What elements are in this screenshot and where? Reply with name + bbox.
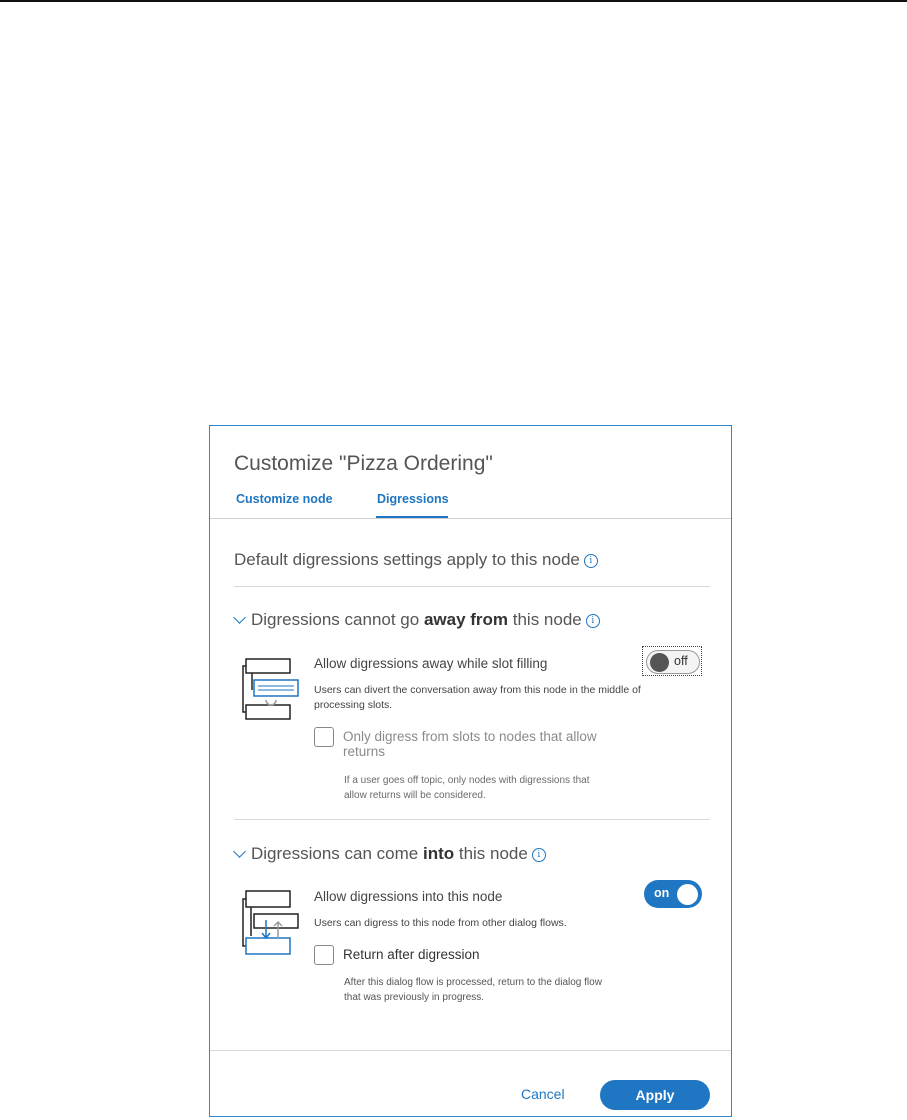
only-digress-to-returning-nodes-checkbox[interactable]	[314, 727, 334, 747]
tab-digressions[interactable]: Digressions	[377, 492, 449, 506]
only-digress-checkbox-label: Only digress from slots to nodes that allow returns	[343, 729, 597, 759]
chevron-down-icon	[233, 611, 246, 624]
top-border	[0, 0, 907, 2]
digress-away-icon	[240, 656, 302, 724]
info-icon[interactable]: i	[586, 614, 600, 628]
toggle-state-text: on	[654, 886, 670, 900]
digress-into-icon	[240, 888, 302, 958]
into-heading-prefix: Digressions can come	[251, 844, 423, 863]
away-heading-suffix: this node	[508, 610, 582, 629]
section-divider	[234, 586, 710, 587]
allow-digressions-into-description: Users can digress to this node from other dialog flows.	[314, 917, 567, 929]
footer-divider	[210, 1050, 731, 1051]
info-icon[interactable]: i	[584, 554, 598, 568]
away-section-header[interactable]	[232, 610, 600, 630]
dialog-title: Customize "Pizza Ordering"	[234, 452, 493, 475]
tab-customize-node[interactable]: Customize node	[236, 492, 333, 506]
section-divider	[234, 819, 710, 820]
chevron-down-icon	[233, 845, 246, 858]
allow-digressions-away-description: Users can divert the conversation away from this node in the middle of processing slots.	[314, 684, 641, 711]
apply-button[interactable]: Apply	[600, 1080, 710, 1110]
toggle-knob	[677, 884, 698, 905]
default-settings-text: Default digressions settings apply to this node	[234, 550, 580, 569]
into-heading-suffix: this node	[454, 844, 528, 863]
cancel-button[interactable]: Cancel	[521, 1086, 565, 1102]
allow-digressions-away-label: Allow digressions away while slot filling	[314, 656, 548, 671]
info-icon[interactable]: i	[532, 848, 546, 862]
return-after-digression-description: After this dialog flow is processed, return to the dialog flow that was previously in progress.	[344, 977, 602, 1003]
allow-digressions-away-toggle[interactable]	[646, 650, 700, 674]
away-heading-bold: away from	[423, 610, 509, 629]
only-digress-checkbox-description: If a user goes off topic, only nodes with digressions that allow returns will be considered.	[344, 775, 590, 801]
return-after-digression-checkbox[interactable]	[314, 945, 334, 965]
toggle-focus-ring	[642, 646, 702, 676]
allow-digressions-into-label: Allow digressions into this node	[314, 889, 503, 904]
toggle-knob	[650, 653, 669, 672]
customize-dialog	[209, 425, 732, 1117]
into-heading-bold: into	[422, 844, 455, 863]
header-divider	[210, 518, 731, 519]
into-section-header[interactable]	[232, 844, 546, 864]
return-after-digression-label: Return after digression	[343, 947, 480, 962]
away-heading-prefix: Digressions cannot go	[251, 610, 424, 629]
toggle-state-text: off	[674, 654, 688, 668]
default-settings-notice	[234, 550, 598, 570]
allow-digressions-into-toggle[interactable]	[644, 880, 702, 908]
